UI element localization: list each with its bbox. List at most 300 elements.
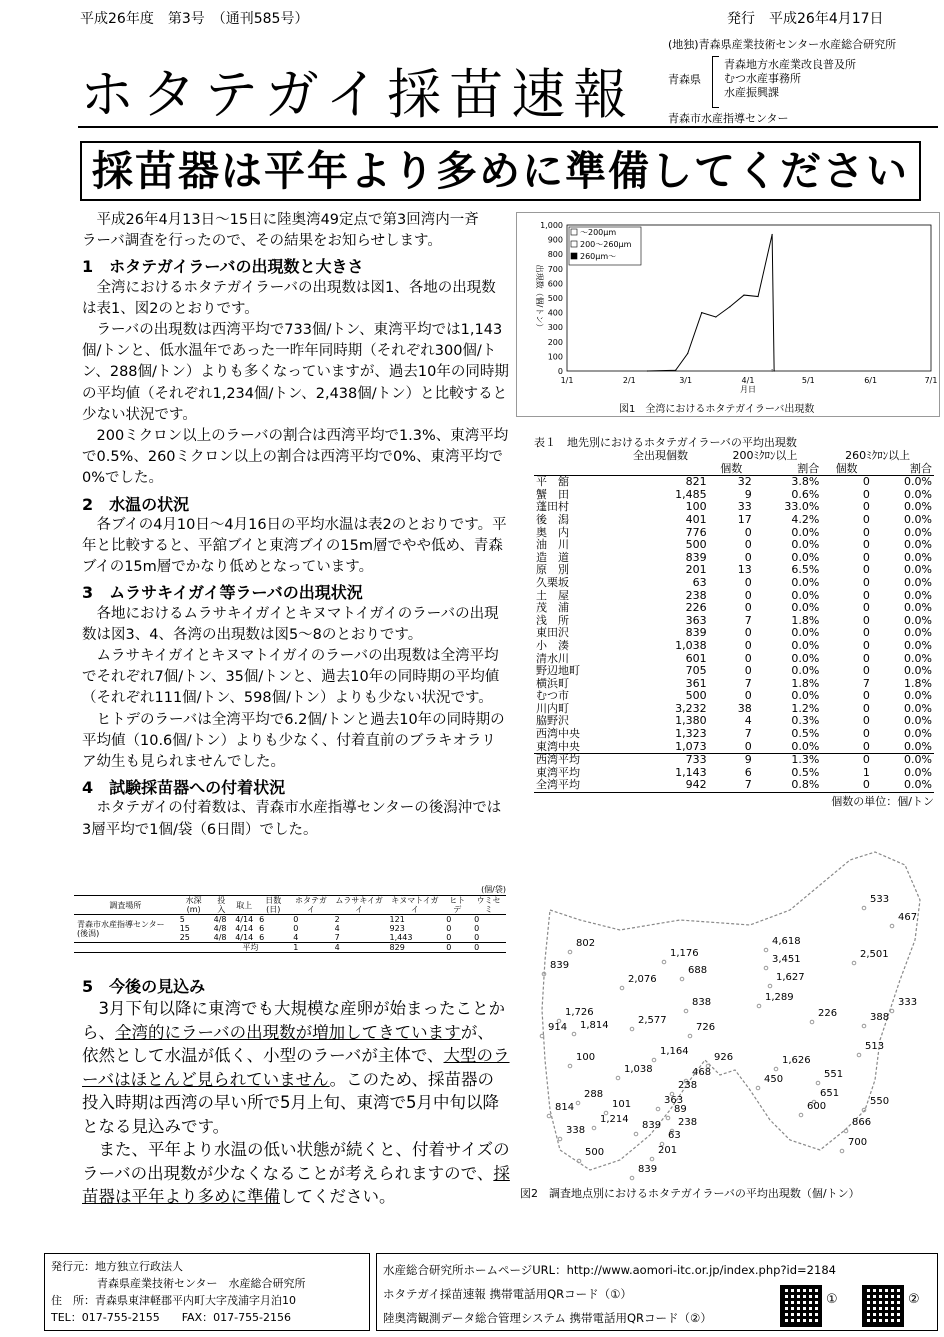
legend-label: ～200μm (580, 228, 617, 237)
table-row (534, 715, 934, 728)
table-cell: 0.0% (791, 626, 820, 640)
table-cell: 776 (685, 525, 707, 539)
table-cell: 17 (737, 512, 752, 526)
table-cell: 4/8 (213, 915, 227, 924)
map-point (572, 1032, 576, 1036)
table-cell: 4/14 (235, 915, 254, 924)
table-cell: 0 (744, 601, 752, 615)
x-tick-label: 4/1 (741, 376, 755, 385)
table-cell: 0.0% (791, 664, 820, 678)
map-point (630, 1176, 634, 1180)
map-point (816, 1081, 820, 1085)
data-point (772, 369, 773, 370)
table-row (74, 915, 506, 925)
x-tick-label: 3/1 (679, 376, 693, 385)
table-cell: 川内町 (536, 701, 569, 715)
table-row (534, 728, 934, 741)
table-cell: 東湾平均 (536, 765, 580, 779)
map-label: 101 (612, 1099, 632, 1110)
table-cell: 7 (744, 613, 752, 627)
table-cell: 100 (685, 500, 707, 514)
table-cell: 4/8 (213, 924, 227, 933)
table-cell: 9 (744, 487, 752, 501)
map-label: 866 (852, 1117, 872, 1128)
issue-number: 平成26年度 第3号 （通刊585号） (80, 11, 309, 27)
series-line (647, 234, 774, 371)
table-cell: 38 (737, 701, 752, 715)
masthead-title: ホタテガイ採苗速報 (80, 63, 636, 126)
map-label: 238 (678, 1080, 698, 1091)
table-cell: 0 (862, 714, 870, 728)
table-cell: 0.0% (904, 601, 932, 615)
table-cell: 7 (744, 778, 752, 792)
map-label: 688 (688, 965, 708, 976)
map-label: 839 (550, 960, 570, 971)
data-point (772, 234, 773, 235)
map-point (840, 1149, 844, 1153)
attachment-table (74, 884, 506, 953)
table-cell: 0 (744, 525, 752, 539)
map-label: 814 (555, 1102, 575, 1113)
table-cell: 33.0% (784, 500, 820, 514)
table-cell: 0.0% (904, 512, 932, 526)
table1-body (534, 476, 934, 754)
table1-unit: 個数の単位：個/トン (831, 795, 934, 809)
section-title: 5 今後の見込み (82, 977, 206, 996)
table-cell: 0.0% (791, 588, 820, 602)
table-header: 水深(m) (185, 896, 202, 914)
map-point (662, 960, 666, 964)
map-point (576, 1101, 580, 1105)
section-title: 4 試験採苗器への付着状況 (82, 778, 286, 798)
y-tick-label: 100 (547, 352, 563, 362)
table-cell: 0.0% (904, 753, 932, 767)
table-cell: 0.0% (791, 538, 820, 552)
table-cell: 0 (862, 778, 870, 792)
table-cell: 平均 (242, 943, 259, 952)
map-point (768, 984, 772, 988)
table-cell: 浅 所 (536, 613, 569, 627)
table-cell: 蟹 田 (536, 487, 569, 501)
paragraph: ホタテガイの付着数は、青森市水産指導センターの後潟沖では3層平均で1個/袋（6日間）でした。 (82, 800, 502, 838)
table-cell: 0 (474, 924, 480, 933)
table-cell: 0 (862, 575, 870, 589)
table-cell: 0 (446, 933, 452, 942)
map-point (652, 1058, 656, 1062)
org-list-item: むつ水産事務所 (724, 72, 801, 85)
paragraph: ラーバの出現数は西湾平均で733個/トン、東湾平均では1,143個/トンと、低水温年であった一昨年同時期（それぞれ300個/トン、288個/トン）よりも多くなっていますが、過去10年の同時期の平均値（それぞれ1,234個/トン、2,438個/トン）と比較すると少ない状況です。 (82, 322, 509, 423)
map-point (568, 950, 572, 954)
table-header: ウミセミ (476, 896, 501, 914)
table-cell: 全湾平均 (536, 778, 580, 792)
map-label: 1,814 (580, 1020, 609, 1031)
map-label: 4,618 (772, 936, 801, 947)
map-label: 926 (714, 1052, 734, 1063)
map-point (666, 1116, 670, 1120)
y-tick-label: 300 (547, 323, 563, 333)
table-cell: むつ市 (536, 689, 569, 703)
table-cell: 0 (744, 626, 752, 640)
map-label: 338 (566, 1125, 586, 1136)
table-row (534, 552, 934, 565)
table-header: 投入 (217, 896, 226, 914)
table-cell: 4.2% (791, 512, 820, 526)
map-label: 100 (576, 1052, 596, 1063)
qr-caption-1: ホタテガイ採苗速報 携帯電話用QRコード（①） (383, 1287, 632, 1301)
paragraph: ムラサキイガイとキヌマトイガイのラーバの出現数は全湾平均でそれぞれ7個/トン、35個/トンと、過去10年の同時期の平均値（それぞれ111個/トン、598個/トン）よりも少ない状況です。 (82, 648, 500, 707)
map-label: 1,038 (624, 1064, 653, 1075)
table-cell: 7 (862, 676, 870, 690)
table-cell: 0.0% (904, 563, 932, 577)
table-row (534, 741, 934, 754)
table-cell: 0 (744, 538, 752, 552)
table-cell: 6 (259, 933, 265, 942)
table-cell: 4 (334, 924, 340, 933)
map-point (852, 961, 856, 965)
table-cell: 6 (744, 765, 752, 779)
y-tick-label: 500 (547, 294, 563, 303)
table-header: 取上 (236, 900, 253, 910)
underlined-text: 採苗器は平年より多めに準備 (82, 1163, 510, 1206)
map-label: 333 (898, 997, 918, 1008)
table-row (534, 690, 934, 703)
table-cell: 1.8% (904, 676, 932, 690)
table-unit: (個/袋) (481, 885, 506, 894)
outlook-section (82, 970, 510, 1209)
table-cell: 0 (293, 924, 299, 933)
table-cell: 1.8% (791, 613, 820, 627)
table-cell: 0.8% (791, 778, 820, 792)
y-tick-label: 0 (557, 367, 563, 376)
table-cell: 土 屋 (536, 588, 569, 602)
table-header: 日数(日) (265, 896, 282, 914)
publisher-line: 発行元：地方独立行政法人 (51, 1260, 183, 1273)
text-run: 。このため、採苗器の投入時期は西湾の早い所で5月上旬、東湾で5月中旬以降となる見込みです。 (82, 1069, 499, 1136)
table-row (534, 501, 934, 514)
map-label: 533 (870, 894, 890, 905)
table-cell: 西湾平均 (536, 753, 580, 767)
map-point (890, 1009, 894, 1013)
map-point (857, 1053, 861, 1057)
map-point (688, 1034, 692, 1038)
table-cell: 401 (685, 512, 707, 526)
table-row (534, 640, 934, 653)
table-cell: 0 (862, 512, 870, 526)
table-cell: 7 (744, 676, 752, 690)
map-point (810, 1020, 814, 1024)
table-cell: 0.0% (904, 701, 932, 715)
table-row (534, 665, 934, 678)
table-cell: 脇野沢 (536, 714, 569, 728)
map-point (558, 1137, 562, 1141)
table-cell: 0 (293, 915, 299, 924)
table-cell: 1.8% (791, 676, 820, 690)
map-label: 802 (576, 938, 596, 949)
table-cell: 0 (862, 638, 870, 652)
table-cell: 942 (685, 778, 707, 792)
data-point (675, 370, 676, 371)
legend-swatch (571, 253, 577, 259)
table-cell: 0.6% (791, 487, 820, 501)
text-run: が、依然として水温が低く、小型のラーバが主体で、 (82, 1022, 494, 1065)
map-label: 726 (696, 1022, 716, 1033)
data-point (743, 294, 744, 295)
table-cell: 705 (685, 664, 707, 678)
table-cell: 0 (446, 943, 452, 952)
table-row (534, 476, 934, 489)
table-cell: 0 (862, 500, 870, 514)
table-cell: 横浜町 (536, 676, 569, 690)
table-cell: 3,232 (675, 701, 707, 715)
y-tick-label: 200 (547, 337, 563, 347)
map-point (592, 1126, 596, 1130)
map-label: 839 (638, 1164, 658, 1175)
table-cell: 601 (685, 651, 707, 665)
table-cell: 久栗坂 (536, 575, 569, 589)
table-cell: 500 (685, 689, 707, 703)
map-point (799, 1113, 803, 1117)
table1-block (534, 434, 934, 809)
table-cell: 0 (474, 933, 480, 942)
table-subheader: 個数 (835, 461, 858, 475)
table-cell: 平 舘 (536, 475, 569, 489)
table-row (534, 577, 934, 590)
org-bracket (712, 56, 719, 108)
table-cell: 4/14 (235, 933, 254, 942)
table-cell: 1,038 (675, 638, 707, 652)
table-subheader: 個数 (720, 461, 743, 475)
data-point (772, 370, 773, 371)
figure2-caption: 図2 調査地点別におけるホタテガイラーバの平均出現数（個/トン） (520, 1187, 860, 1200)
map-label: 450 (764, 1074, 784, 1085)
table-cell: 0 (862, 475, 870, 489)
table-cell: 3.8% (791, 475, 820, 489)
map-point (540, 1034, 544, 1038)
map-label: 551 (824, 1069, 844, 1080)
table-cell: 0.0% (791, 638, 820, 652)
table-cell: 油 川 (536, 538, 569, 552)
map-label: 201 (658, 1145, 678, 1156)
qr-mark-2: ② (908, 1292, 920, 1307)
table-cell: 0 (474, 943, 480, 952)
table-cell: 1,380 (675, 714, 707, 728)
table-cell: 0.0% (904, 525, 932, 539)
homepage-url[interactable]: 水産総合研究所ホームページURL：http://www.aomori-itc.or.jp/index.php?id=2184 (383, 1263, 836, 1277)
table-row (534, 539, 934, 552)
table-cell: 1 (293, 943, 299, 952)
map-label: 1,164 (660, 1046, 689, 1057)
table-cell: 0 (862, 563, 870, 577)
table-cell: 0.0% (904, 664, 932, 678)
table-cell: 63 (692, 575, 707, 589)
legend-label: 200～260μm (580, 240, 632, 249)
map-label: 1,214 (600, 1114, 629, 1125)
table-cell: 0 (446, 915, 452, 924)
table-cell: 25 (179, 933, 190, 942)
table-cell: 1,143 (675, 765, 707, 779)
table1-grid (534, 450, 934, 793)
table-row (534, 489, 934, 502)
map-label: 2,076 (628, 974, 657, 985)
map-points (540, 894, 917, 1180)
y-tick-label: 1,000 (540, 221, 563, 230)
map-point (616, 1076, 620, 1080)
table-cell: 西湾中央 (536, 727, 580, 741)
table-header: ホタテガイ (295, 896, 327, 914)
publisher-line: TEL：017-755-2155 FAX：017-755-2156 (51, 1311, 292, 1324)
table-cell: 9 (744, 753, 752, 767)
table-cell: 0.0% (904, 727, 932, 741)
footer-publisher (44, 1253, 370, 1331)
table-cell: 0.0% (791, 525, 820, 539)
table-cell: 清水川 (536, 651, 569, 665)
map-label: 2,501 (860, 949, 889, 960)
table-cell: 0 (474, 915, 480, 924)
org-list-item: 水産振興課 (724, 86, 779, 99)
data-point (647, 370, 648, 371)
data-point (701, 312, 702, 313)
y-tick-label: 600 (547, 279, 563, 289)
map-point (862, 906, 866, 910)
table-cell: 0.0% (904, 475, 932, 489)
table1-title: 表１ 地先別におけるホタテガイラーバの平均出現数 (534, 436, 797, 449)
data-point (715, 316, 716, 317)
table-cell: 奥 内 (536, 525, 569, 539)
table-cell: 0 (862, 651, 870, 665)
table-row (534, 653, 934, 666)
qr-caption-2: 陸奥湾観測データ総合管理システム 携帯電話用QRコード（②） (383, 1311, 712, 1325)
table-cell: 6.5% (791, 563, 820, 577)
map-label: 468 (692, 1067, 712, 1078)
table-cell: 4/8 (213, 933, 227, 942)
intro-line: ラーバ調査を行ったので、その結果をお知らせします。 (82, 233, 442, 250)
table-cell: 0 (862, 753, 870, 767)
table-header: 200ﾐｸﾛﾝ以上 (732, 449, 798, 462)
paragraph (82, 1138, 510, 1209)
table-cell: 1,073 (675, 739, 707, 753)
map-label: 467 (898, 912, 918, 923)
org-list (724, 58, 856, 100)
table-header: 260ﾐｸﾛﾝ以上 (845, 449, 911, 462)
table-cell: 0 (862, 701, 870, 715)
table-cell: 33 (737, 500, 752, 514)
map-point (650, 1157, 654, 1161)
map-label: 1,627 (776, 972, 805, 983)
table-row (534, 527, 934, 540)
y-tick-label: 400 (547, 308, 563, 318)
table-cell: 0.5% (791, 765, 820, 779)
table-cell: 121 (389, 915, 405, 924)
map-point (634, 1132, 638, 1136)
table-cell: 0 (862, 664, 870, 678)
table-subheader: 割合 (797, 461, 820, 475)
map-label: 388 (870, 1012, 890, 1023)
map-label: 1,726 (565, 1007, 594, 1018)
paragraph (82, 997, 510, 1138)
table-cell: 0.0% (904, 689, 932, 703)
map-point (862, 1024, 866, 1028)
map-label: 550 (870, 1096, 890, 1107)
table-cell: 5 (179, 915, 185, 924)
table-cell: 1,323 (675, 727, 707, 741)
table-cell: 0.0% (904, 538, 932, 552)
table-cell: 2 (334, 915, 340, 924)
figure1-caption: 図1 全湾におけるホタテガイラーバ出現数 (619, 404, 815, 415)
qr-code-2-icon[interactable] (862, 1285, 904, 1327)
table-header: 全出現個数 (633, 449, 689, 462)
map-point (764, 948, 768, 952)
table1-averages (534, 754, 934, 793)
map-point (756, 1086, 760, 1090)
publisher-line: 青森県産業技術センター 水産総合研究所 (97, 1277, 306, 1290)
table-cell: 0.0% (904, 651, 932, 665)
table-cell: 0.0% (904, 714, 932, 728)
table-cell: 0 (862, 739, 870, 753)
table-cell: 0.0% (791, 651, 820, 665)
table-row (534, 590, 934, 603)
map-label: 1,626 (782, 1055, 811, 1066)
table-cell: 0.0% (904, 778, 932, 792)
table-cell: 0.0% (904, 626, 932, 640)
paragraph: 各ブイの4月10日～4月16日の平均水温は表2のとおりです。平年と比較すると、平舘ブイと東湾ブイの15m層でやや低め、青森ブイの15m層でかなり低めとなっています。 (82, 516, 507, 576)
y-tick-label: 700 (547, 264, 563, 274)
table-cell: 0.0% (904, 550, 932, 564)
table-cell: 0 (744, 651, 752, 665)
map-label: 838 (692, 997, 712, 1008)
x-tick-label: 2/1 (622, 376, 636, 385)
table-cell: 32 (737, 475, 752, 489)
table-cell: 0 (744, 575, 752, 589)
x-tick-label: 1/1 (560, 376, 574, 385)
org-main: (地独)青森県産業技術センター水産総合研究所 (668, 38, 897, 51)
paragraph: ヒトデのラーバは全湾平均で6.2個/トンと過去10年の同時期の平均値（10.6個/トン）よりも少なく、付着直前のブラキオラリア幼生も見られませんでした。 (82, 711, 505, 771)
y-tick-label: 900 (547, 235, 563, 245)
table-cell: 4/14 (235, 924, 254, 933)
map-point (630, 1027, 634, 1031)
map-label: 839 (642, 1120, 662, 1131)
org-city: 青森市水産指導センター (668, 112, 789, 125)
map-point (568, 1064, 572, 1068)
legend-swatch (571, 241, 577, 247)
table-cell: 500 (685, 538, 707, 552)
table-row (534, 779, 934, 792)
x-tick-label: 5/1 (801, 376, 815, 385)
table-cell: 1,485 (675, 487, 707, 501)
table-header: 調査場所 (109, 900, 142, 910)
y-tick-label: 800 (547, 250, 563, 260)
org-pref: 青森県 (668, 73, 701, 86)
x-tick-label: 6/1 (864, 376, 878, 385)
map-label: 500 (585, 1147, 605, 1158)
attachment-table-grid (74, 895, 506, 953)
table-cell: 6 (259, 915, 265, 924)
table-cell: 839 (685, 550, 707, 564)
table-cell: 0 (862, 613, 870, 627)
map-label: 3,451 (772, 954, 801, 965)
table-cell: 0 (744, 550, 752, 564)
qr-code-1-icon[interactable] (780, 1285, 822, 1327)
map-label: 63 (668, 1130, 681, 1141)
table-cell: 0.0% (904, 638, 932, 652)
underlined-text: 全湾的にラーバの出現数が増加してきています (115, 1022, 461, 1042)
table-row (534, 602, 934, 615)
table-cell: 0.0% (904, 765, 932, 779)
map-point (764, 966, 768, 970)
headline: 採苗器は平年より多めに準備してください (80, 141, 921, 201)
table-cell: 0 (862, 588, 870, 602)
table-cell: 363 (685, 613, 707, 627)
map-point (620, 986, 624, 990)
